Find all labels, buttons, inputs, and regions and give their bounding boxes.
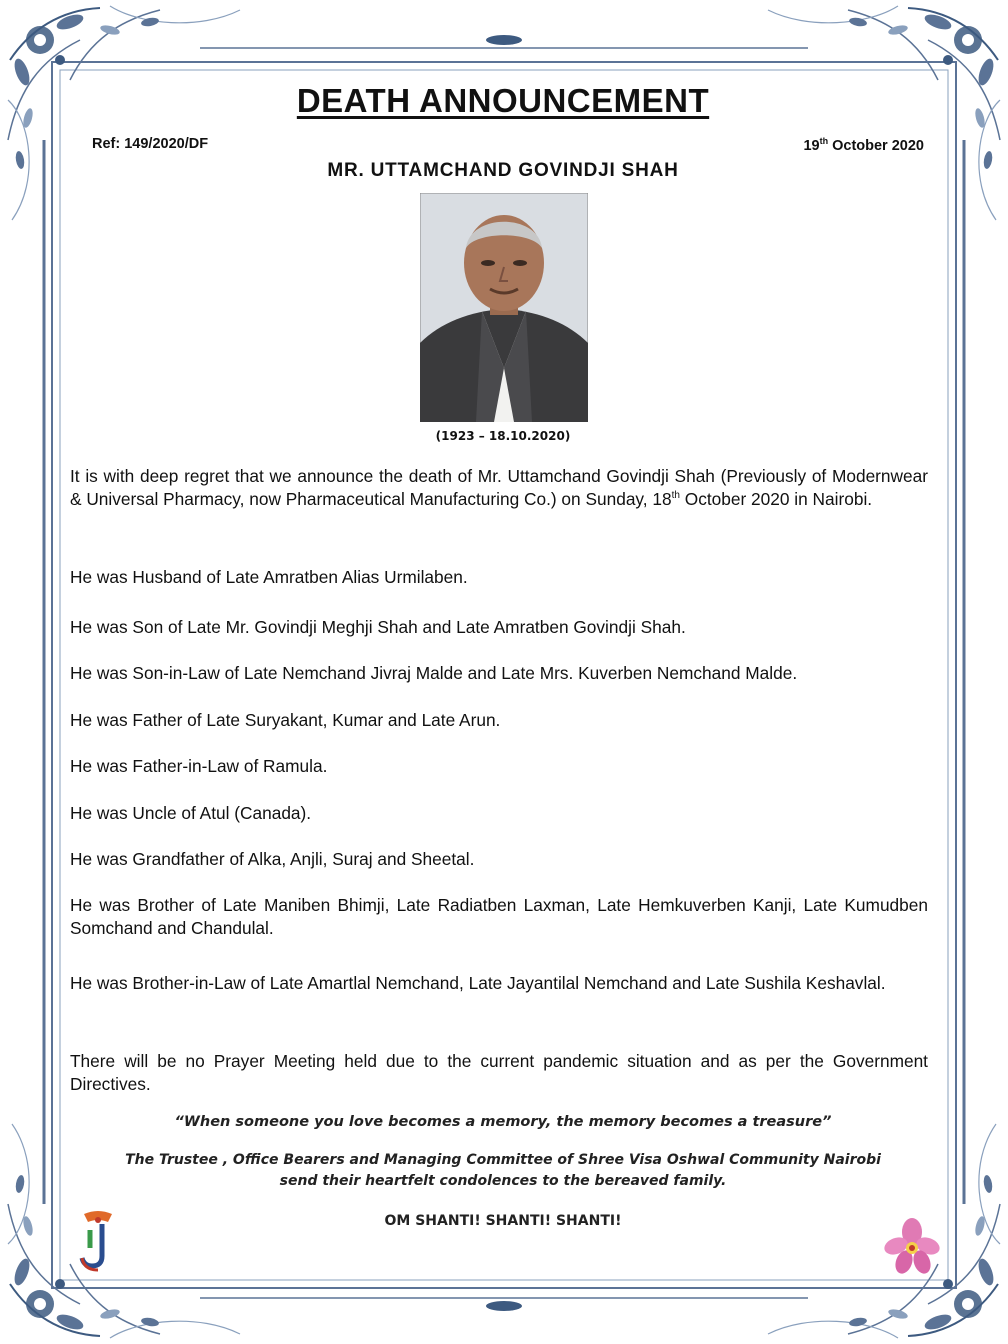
intro-part2: October 2020 in Nairobi.	[679, 489, 873, 509]
memorial-quote: “When someone you love becomes a memory, the memory becomes a treasure”	[174, 1114, 832, 1130]
condolence-line-1: The Trustee , Office Bearers and Managing Committee of Shree Visa Oshwal Community Nairobi	[125, 1152, 881, 1168]
relation-line: He was Father of Late Suryakant, Kumar and Late Arun.	[70, 710, 501, 730]
intro-paragraph	[70, 465, 928, 511]
community-logo-icon	[78, 1208, 118, 1272]
closing-prayer: OM SHANTI! SHANTI! SHANTI!	[384, 1213, 622, 1229]
date-day: 19	[803, 137, 820, 154]
life-dates: (1923 – 18.10.2020)	[435, 429, 571, 443]
portrait-photo	[420, 193, 588, 422]
page-title: DEATH ANNOUNCEMENT	[296, 82, 710, 119]
relation-line: He was Son of Late Mr. Govindji Meghji Shah and Late Amratben Govindji Shah.	[70, 617, 686, 637]
relation-line: He was Father-in-Law of Ramula.	[70, 756, 328, 776]
prayer-meeting-notice: There will be no Prayer Meeting held due to the current pandemic situation and as per the Government Directives.	[70, 1051, 928, 1094]
date-suffix: th	[819, 136, 829, 146]
intro-sup: th	[671, 490, 680, 502]
relation-line: He was Brother of Late Maniben Bhimji, Late Radiatben Laxman, Late Hemkuverben Kanji, Late Kumudben Somchand and Chandulal.	[70, 895, 928, 938]
relation-line: He was Husband of Late Amratben Alias Urmilaben.	[70, 567, 468, 587]
relation-line: He was Brother-in-Law of Late Amartlal Nemchand, Late Jayantilal Nemchand and Late Sushila Keshavlal.	[70, 973, 886, 993]
date-rest: October 2020	[828, 137, 924, 154]
relation-line: He was Uncle of Atul (Canada).	[70, 803, 312, 823]
relation-line: He was Son-in-Law of Late Nemchand Jivraj Malde and Late Mrs. Kuverben Nemchand Malde.	[70, 663, 798, 683]
announcement-page	[60, 72, 946, 1282]
orchid-flower-icon	[884, 1216, 940, 1276]
condolence-line-2: send their heartfelt condolences to the bereaved family.	[279, 1173, 727, 1189]
deceased-name: MR. UTTAMCHAND GOVINDJI SHAH	[327, 160, 679, 181]
reference-number: Ref: 149/2020/DF	[92, 136, 209, 152]
announcement-date	[803, 136, 924, 154]
intro-part1: It is with deep regret that we announce the death of Mr. Uttamchand Govindji Shah (Previously of Modernwear & Universal Pharmacy, now Pharmaceutical Manufacturing Co.) on Sunday, 18	[70, 466, 928, 509]
relation-line: He was Grandfather of Alka, Anjli, Suraj and Sheetal.	[70, 849, 475, 869]
condolence-message	[60, 1150, 946, 1192]
